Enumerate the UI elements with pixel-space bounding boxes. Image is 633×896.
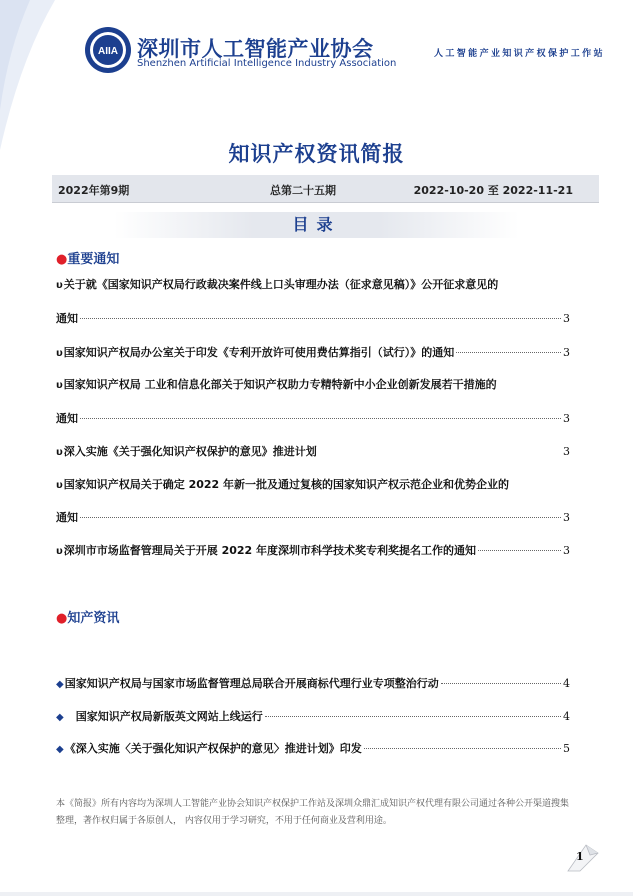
bulletin-title: 知识产权资讯简报: [228, 142, 405, 166]
page-ref: 3: [563, 412, 570, 425]
issue-number: 2022年第9期: [58, 184, 130, 197]
org-name-chinese: 深圳市人工智能产业协会: [137, 37, 374, 61]
toc-item-line1[interactable]: υ关于就《国家知识产权局行政裁决案件线上口头审理办法（征求意见稿）》公开征求意见的: [56, 278, 499, 291]
org-name-english: Shenzhen Artificial Intelligence Industry Association: [137, 58, 397, 69]
toc-item[interactable]: υ深圳市市场监督管理局关于开展 2022 年度深圳市科学技术奖专利奖提名工作的通知 3: [56, 544, 570, 557]
toc-item[interactable]: ◆《深入实施〈关于强化知识产权保护的意见〉推进计划》印发 5: [56, 742, 570, 755]
page-ref: 4: [563, 710, 570, 723]
section-heading-notices: ●重要通知: [56, 252, 120, 267]
toc-heading-band: [0, 212, 633, 238]
issue-info-bar: [52, 175, 599, 203]
page-number: 1: [576, 850, 584, 863]
toc-item[interactable]: ◆ 国家知识产权局新版英文网站上线运行 4: [56, 710, 570, 723]
red-bullet-icon: ●: [56, 611, 68, 626]
dot-leader: [319, 451, 561, 452]
association-logo: [84, 26, 132, 74]
page-ref: 3: [563, 511, 570, 524]
dot-leader: [265, 716, 561, 717]
page-ref: 3: [563, 544, 570, 557]
section-heading-ip-news: ●知产资讯: [56, 611, 120, 626]
issue-dates: 2022-10-20 至 2022-11-21: [413, 184, 573, 197]
toc-item[interactable]: ◆国家知识产权局与国家市场监督管理总局联合开展商标代理行业专项整治行动 4: [56, 677, 570, 690]
bottom-strip: [0, 892, 633, 896]
toc-heading: 目录: [292, 215, 341, 234]
dot-leader: [80, 517, 561, 518]
toc-item-line1[interactable]: υ国家知识产权局关于确定 2022 年新一批及通过复核的国家知识产权示范企业和优势企业的: [56, 478, 510, 491]
toc-item[interactable]: 通知 3: [56, 312, 570, 325]
workstation-label: 人工智能产业知识产权保护工作站: [433, 49, 605, 59]
page-ref: 3: [563, 445, 570, 458]
toc-item[interactable]: υ深入实施《关于强化知识产权保护的意见》推进计划 3: [56, 445, 570, 458]
toc-item-line1[interactable]: υ国家知识产权局 工业和信息化部关于知识产权助力专精特新中小企业创新发展若干措施的: [56, 378, 497, 391]
page-ref: 5: [563, 742, 570, 755]
toc-item[interactable]: υ国家知识产权局办公室关于印发《专利开放许可使用费估算指引（试行）》的通知 3: [56, 346, 570, 359]
red-bullet-icon: ●: [56, 252, 68, 267]
copyright-footnote: 本《简报》所有内容均为深圳人工智能产业协会知识产权保护工作站及深圳众鼎汇成知识产权代理有限公司通过各种公开渠道搜集整理，著作权归属于各原创人， 内容仅用于学习研究，不用于任何商业及营利用途。: [56, 799, 570, 826]
dot-leader: [456, 352, 561, 353]
page-ref: 3: [563, 312, 570, 325]
toc-item[interactable]: 通知 3: [56, 412, 570, 425]
page-ref: 3: [563, 346, 570, 359]
dot-leader: [441, 683, 561, 684]
dot-leader: [478, 550, 561, 551]
toc-item[interactable]: 通知 3: [56, 511, 570, 524]
page-ref: 4: [563, 677, 570, 690]
svg-text:AIIA: AIIA: [98, 46, 118, 57]
corner-swoosh-decoration: [0, 0, 80, 150]
page-number-badge: [566, 843, 600, 873]
issue-total: 总第二十五期: [270, 184, 336, 197]
dot-leader: [80, 318, 561, 319]
dot-leader: [80, 418, 561, 419]
dot-leader: [364, 748, 561, 749]
